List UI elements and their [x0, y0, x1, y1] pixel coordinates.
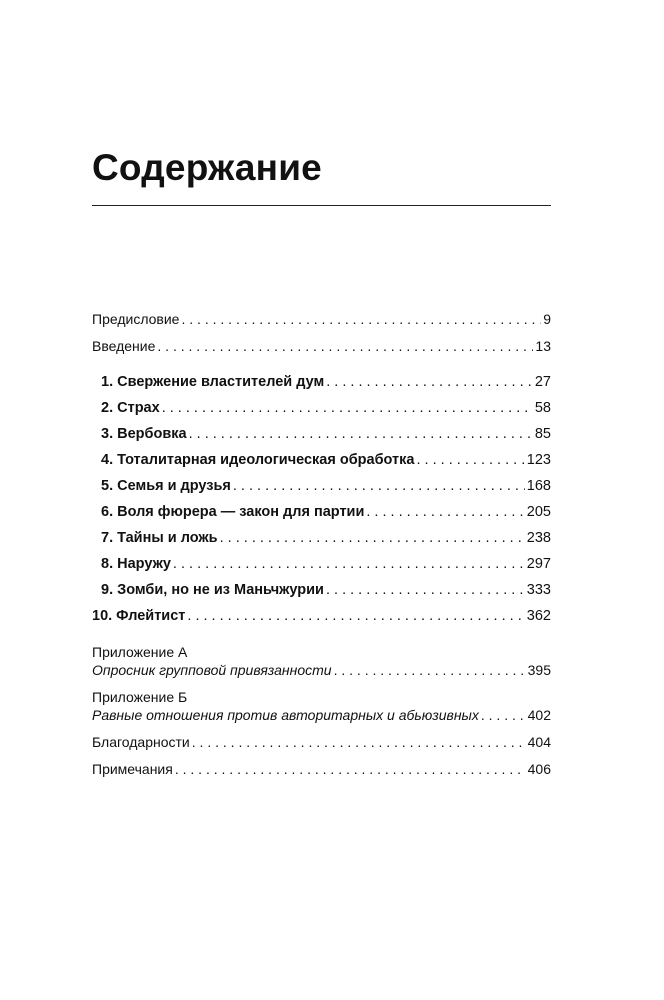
appendix-a-heading: Приложение А: [92, 644, 188, 660]
dot-leader: [189, 425, 533, 443]
dot-leader: [173, 555, 525, 573]
toc-chapter-label: 3. Вербовка: [101, 426, 187, 442]
dot-leader: [181, 310, 541, 328]
dot-leader: [334, 661, 526, 679]
toc-chapter-1[interactable]: [92, 373, 551, 391]
dot-leader: [162, 399, 533, 417]
dot-leader: [326, 373, 533, 391]
toc-chapter-label: 4. Тоталитарная идеологическая обработка: [101, 452, 415, 468]
toc-entry-label: Примечания: [92, 761, 173, 777]
toc-chapter-7[interactable]: [92, 529, 551, 547]
table-of-contents: [92, 310, 551, 778]
toc-chapter-10[interactable]: [92, 607, 551, 625]
toc-appendix-a[interactable]: [92, 661, 551, 679]
toc-chapter-page: 205: [526, 504, 551, 520]
toc-entry-page: 406: [527, 761, 551, 777]
toc-chapter-page: 297: [526, 556, 551, 572]
toc-entry-acknowledgements[interactable]: [92, 733, 551, 751]
toc-chapter-4[interactable]: [92, 451, 551, 469]
toc-appendix-label: Равные отношения против авторитарных и абьюзивных: [92, 707, 479, 723]
toc-chapter-label: 1. Свержение властителей дум: [101, 374, 325, 390]
toc-entry-label: Предисловие: [92, 311, 180, 327]
toc-appendix-page: 402: [527, 707, 551, 723]
toc-appendix-b[interactable]: [92, 706, 551, 724]
toc-chapter-label: 6. Воля фюрера — закон для партии: [101, 504, 365, 520]
dot-leader: [416, 451, 524, 469]
toc-chapter-label: 8. Наружу: [101, 556, 171, 572]
dot-leader: [187, 607, 524, 625]
dot-leader: [481, 706, 526, 724]
toc-chapter-page: 27: [534, 374, 551, 390]
toc-chapter-label: 9. Зомби, но не из Маньчжурии: [101, 582, 324, 598]
title-divider: [92, 205, 551, 206]
page-title: Содержание: [92, 147, 322, 188]
toc-chapter-page: 123: [526, 452, 551, 468]
toc-chapter-2[interactable]: [92, 399, 551, 417]
toc-chapter-page: 85: [534, 426, 551, 442]
toc-entry-introduction[interactable]: [92, 337, 551, 355]
toc-chapter-page: 168: [526, 478, 551, 494]
toc-entry-notes[interactable]: [92, 760, 551, 778]
dot-leader: [233, 477, 525, 495]
toc-appendix-label: Опросник групповой привязанности: [92, 662, 332, 678]
dot-leader: [220, 529, 525, 547]
toc-chapter-label: 5. Семья и друзья: [101, 478, 231, 494]
toc-chapter-5[interactable]: [92, 477, 551, 495]
toc-chapter-page: 58: [534, 400, 551, 416]
dot-leader: [175, 760, 526, 778]
toc-chapter-label: 10. Флейтист: [92, 608, 186, 624]
toc-entry-page: 13: [535, 338, 551, 354]
toc-chapter-label: 7. Тайны и ложь: [101, 530, 218, 546]
toc-chapter-8[interactable]: [92, 555, 551, 573]
toc-entry-preface[interactable]: [92, 310, 551, 328]
toc-chapter-label: 2. Страх: [101, 400, 160, 416]
dot-leader: [326, 581, 525, 599]
toc-entry-page: 9: [543, 311, 551, 327]
toc-chapter-3[interactable]: [92, 425, 551, 443]
dot-leader: [192, 733, 526, 751]
toc-chapter-page: 362: [526, 608, 551, 624]
toc-entry-page: 404: [527, 734, 551, 750]
toc-chapter-6[interactable]: [92, 503, 551, 521]
toc-chapter-9[interactable]: [92, 581, 551, 599]
toc-entry-label: Благодарности: [92, 734, 190, 750]
toc-appendix-page: 395: [527, 662, 551, 678]
toc-chapter-page: 238: [526, 530, 551, 546]
dot-leader: [157, 337, 533, 355]
appendix-b-heading: Приложение Б: [92, 689, 188, 705]
toc-entry-label: Введение: [92, 338, 156, 354]
toc-chapter-page: 333: [526, 582, 551, 598]
dot-leader: [366, 503, 524, 521]
